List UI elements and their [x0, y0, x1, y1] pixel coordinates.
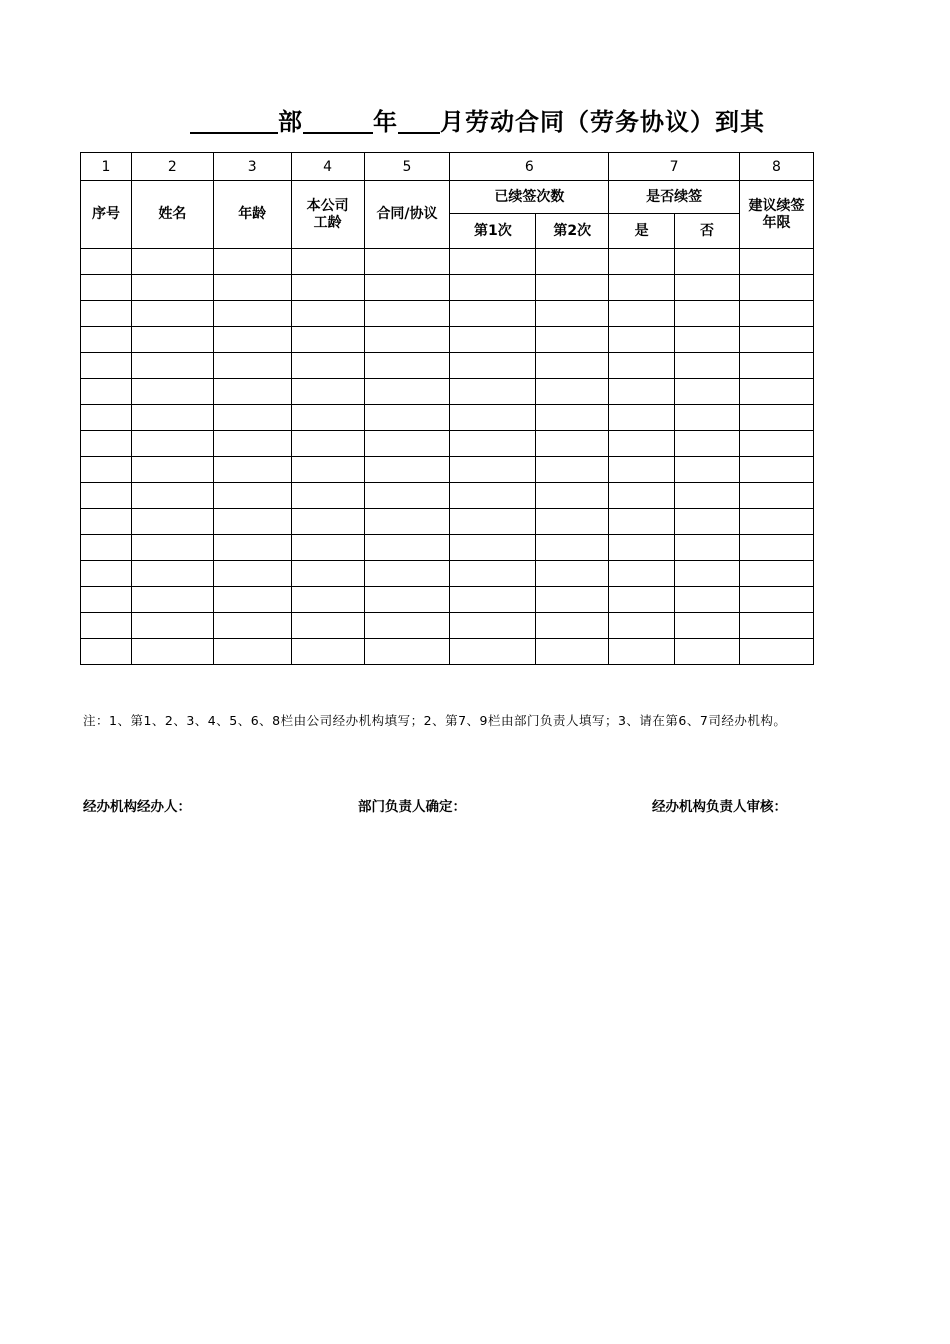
table-cell[interactable] — [450, 535, 536, 561]
table-cell[interactable] — [213, 639, 291, 665]
table-cell[interactable] — [675, 275, 740, 301]
table-cell[interactable] — [131, 483, 213, 509]
table-cell[interactable] — [131, 301, 213, 327]
table-cell[interactable] — [131, 639, 213, 665]
table-cell[interactable] — [739, 613, 813, 639]
header-suggested-term — [739, 181, 813, 249]
header-contract: 合同/协议 — [364, 181, 450, 249]
header-first-renewal: 第1次 — [450, 214, 536, 249]
signature-handler: 经办机构经办人： — [83, 799, 191, 815]
title-part-department: 部 — [278, 108, 303, 136]
table-cell[interactable] — [213, 249, 291, 275]
table-cell[interactable] — [609, 379, 675, 405]
table-row — [81, 509, 814, 535]
header-suggested-term-text: 建议续签年限 — [748, 197, 805, 231]
header-company-seniority-text: 本公司工龄 — [306, 197, 349, 231]
table-cell[interactable] — [675, 613, 740, 639]
table-cell[interactable] — [739, 275, 813, 301]
table-cell[interactable] — [609, 431, 675, 457]
contract-expiry-table — [80, 152, 814, 665]
table-cell[interactable] — [81, 613, 132, 639]
table-cell[interactable] — [131, 457, 213, 483]
table-cell[interactable] — [291, 327, 364, 353]
table-cell[interactable] — [450, 301, 536, 327]
table-row — [81, 613, 814, 639]
table-cell[interactable] — [364, 535, 450, 561]
table-cell[interactable] — [291, 379, 364, 405]
table-cell[interactable] — [213, 457, 291, 483]
header-no: 否 — [675, 214, 740, 249]
table-cell[interactable] — [364, 639, 450, 665]
table-cell[interactable] — [291, 639, 364, 665]
table-cell[interactable] — [131, 405, 213, 431]
table-cell[interactable] — [131, 249, 213, 275]
table-cell[interactable] — [364, 561, 450, 587]
table-cell[interactable] — [739, 457, 813, 483]
header-renewed-times: 已续签次数 — [450, 181, 609, 214]
table-cell[interactable] — [450, 327, 536, 353]
table-cell[interactable] — [291, 405, 364, 431]
table-cell[interactable] — [81, 249, 132, 275]
table-cell[interactable] — [536, 431, 609, 457]
table-cell[interactable] — [536, 561, 609, 587]
table-cell[interactable] — [131, 327, 213, 353]
table-cell[interactable] — [450, 509, 536, 535]
table-cell[interactable] — [364, 613, 450, 639]
table-row — [81, 639, 814, 665]
header-seq: 序号 — [81, 181, 132, 249]
table-cell[interactable] — [213, 327, 291, 353]
table-cell[interactable] — [213, 379, 291, 405]
table-cell[interactable] — [131, 353, 213, 379]
table-cell[interactable] — [291, 457, 364, 483]
table-cell[interactable] — [609, 275, 675, 301]
table-cell[interactable] — [291, 613, 364, 639]
table-cell[interactable] — [131, 275, 213, 301]
table-cell[interactable] — [364, 353, 450, 379]
table-row — [81, 353, 814, 379]
table-cell[interactable] — [450, 483, 536, 509]
table-cell[interactable] — [739, 535, 813, 561]
table-cell[interactable] — [536, 327, 609, 353]
table-cell[interactable] — [291, 483, 364, 509]
header-row-1 — [81, 181, 814, 214]
table-cell[interactable] — [291, 535, 364, 561]
table-cell[interactable] — [739, 405, 813, 431]
table-cell[interactable] — [450, 249, 536, 275]
table-cell[interactable] — [675, 535, 740, 561]
table-cell[interactable] — [213, 275, 291, 301]
table-cell[interactable] — [291, 353, 364, 379]
table-cell[interactable] — [81, 379, 132, 405]
table-body — [81, 249, 814, 665]
table-cell[interactable] — [213, 509, 291, 535]
table-cell[interactable] — [213, 431, 291, 457]
table-cell[interactable] — [675, 639, 740, 665]
table-cell[interactable] — [364, 457, 450, 483]
column-number: 3 — [213, 153, 291, 181]
table-cell[interactable] — [675, 457, 740, 483]
table-row — [81, 561, 814, 587]
table-cell[interactable] — [536, 613, 609, 639]
table-row — [81, 405, 814, 431]
table-cell[interactable] — [213, 561, 291, 587]
table-cell[interactable] — [675, 249, 740, 275]
table-cell[interactable] — [213, 535, 291, 561]
table-cell[interactable] — [536, 509, 609, 535]
table-cell[interactable] — [131, 431, 213, 457]
table-cell[interactable] — [81, 275, 132, 301]
table-row — [81, 301, 814, 327]
table-cell[interactable] — [213, 353, 291, 379]
table-cell[interactable] — [81, 353, 132, 379]
table-cell[interactable] — [131, 587, 213, 613]
table-cell[interactable] — [131, 379, 213, 405]
year-blank[interactable] — [303, 104, 373, 134]
table-cell[interactable] — [291, 561, 364, 587]
table-cell[interactable] — [739, 249, 813, 275]
header-age: 年龄 — [213, 181, 291, 249]
table-cell[interactable] — [675, 431, 740, 457]
table-cell[interactable] — [536, 353, 609, 379]
header-second-renewal: 第2次 — [536, 214, 609, 249]
table-cell[interactable] — [450, 457, 536, 483]
table-cell[interactable] — [609, 327, 675, 353]
table-cell[interactable] — [213, 613, 291, 639]
table-cell[interactable] — [609, 509, 675, 535]
table-cell[interactable] — [81, 587, 132, 613]
column-number: 1 — [81, 153, 132, 181]
table-row — [81, 457, 814, 483]
column-number: 6 — [450, 153, 609, 181]
table-cell[interactable] — [291, 509, 364, 535]
table-cell[interactable] — [81, 509, 132, 535]
table-cell[interactable] — [739, 327, 813, 353]
table-cell[interactable] — [364, 509, 450, 535]
signature-reviewer: 经办机构负责人审核： — [652, 799, 787, 815]
table-cell[interactable] — [739, 353, 813, 379]
column-number: 8 — [739, 153, 813, 181]
table-cell[interactable] — [364, 483, 450, 509]
table-cell[interactable] — [450, 587, 536, 613]
note-text: 注：1、第1、2、3、4、5、6、8栏由公司经办机构填写；2、第7、9栏由部门负责人填写；3、请在第6、7司经办机构。 — [83, 713, 787, 728]
header-company-seniority — [291, 181, 364, 249]
table-cell[interactable] — [675, 587, 740, 613]
table-cell[interactable] — [536, 405, 609, 431]
table-cell[interactable] — [536, 535, 609, 561]
table-cell[interactable] — [450, 353, 536, 379]
column-number: 5 — [364, 153, 450, 181]
table-row — [81, 483, 814, 509]
table-cell[interactable] — [609, 613, 675, 639]
table-cell[interactable] — [364, 379, 450, 405]
table-cell[interactable] — [609, 587, 675, 613]
table-cell[interactable] — [739, 379, 813, 405]
table-cell[interactable] — [81, 483, 132, 509]
table-cell[interactable] — [364, 405, 450, 431]
table-cell[interactable] — [536, 639, 609, 665]
table-cell[interactable] — [291, 301, 364, 327]
form-title — [190, 104, 765, 140]
table-cell[interactable] — [675, 509, 740, 535]
table-row — [81, 535, 814, 561]
table-cell[interactable] — [609, 535, 675, 561]
table-cell[interactable] — [364, 431, 450, 457]
table-cell[interactable] — [81, 561, 132, 587]
table-cell[interactable] — [609, 353, 675, 379]
column-number: 4 — [291, 153, 364, 181]
header-whether-renew: 是否续签 — [609, 181, 740, 214]
table-cell[interactable] — [739, 639, 813, 665]
table-cell[interactable] — [131, 509, 213, 535]
header-name: 姓名 — [131, 181, 213, 249]
table-cell[interactable] — [675, 561, 740, 587]
table-cell[interactable] — [609, 483, 675, 509]
month-blank[interactable] — [398, 104, 440, 134]
table-cell[interactable] — [450, 561, 536, 587]
table-cell[interactable] — [450, 275, 536, 301]
table-cell[interactable] — [81, 405, 132, 431]
table-cell[interactable] — [675, 483, 740, 509]
table-cell[interactable] — [213, 587, 291, 613]
table-cell[interactable] — [739, 483, 813, 509]
table-row — [81, 327, 814, 353]
table-cell[interactable] — [739, 431, 813, 457]
table-cell[interactable] — [609, 639, 675, 665]
table-row — [81, 249, 814, 275]
column-number: 2 — [131, 153, 213, 181]
table-cell[interactable] — [536, 249, 609, 275]
table-cell[interactable] — [739, 301, 813, 327]
table-cell[interactable] — [536, 587, 609, 613]
table-cell[interactable] — [609, 301, 675, 327]
table-cell[interactable] — [291, 275, 364, 301]
table-cell[interactable] — [609, 405, 675, 431]
table-cell[interactable] — [291, 587, 364, 613]
title-part-main: 月劳动合同（劳务协议）到其 — [440, 108, 765, 136]
table-cell[interactable] — [364, 275, 450, 301]
column-number: 7 — [609, 153, 740, 181]
table-cell[interactable] — [609, 561, 675, 587]
signature-dept-head: 部门负责人确定： — [358, 799, 466, 815]
table-cell[interactable] — [364, 327, 450, 353]
table-row — [81, 275, 814, 301]
table-cell[interactable] — [81, 431, 132, 457]
table-cell[interactable] — [131, 613, 213, 639]
table-cell[interactable] — [213, 301, 291, 327]
table-cell[interactable] — [450, 405, 536, 431]
table-row — [81, 587, 814, 613]
table-row — [81, 431, 814, 457]
table-cell[interactable] — [739, 509, 813, 535]
table-cell[interactable] — [131, 535, 213, 561]
table-cell[interactable] — [81, 301, 132, 327]
table-cell[interactable] — [450, 379, 536, 405]
table-cell[interactable] — [536, 457, 609, 483]
title-part-year: 年 — [373, 108, 398, 136]
table-cell[interactable] — [536, 379, 609, 405]
table-cell[interactable] — [364, 301, 450, 327]
table-cell[interactable] — [291, 249, 364, 275]
table-cell[interactable] — [450, 639, 536, 665]
table-cell[interactable] — [81, 639, 132, 665]
table-cell[interactable] — [536, 275, 609, 301]
table-cell[interactable] — [675, 301, 740, 327]
table-cell[interactable] — [81, 457, 132, 483]
table-cell[interactable] — [609, 249, 675, 275]
table-cell[interactable] — [675, 379, 740, 405]
table-row — [81, 379, 814, 405]
table-cell[interactable] — [131, 561, 213, 587]
table-cell[interactable] — [450, 613, 536, 639]
table-cell[interactable] — [675, 405, 740, 431]
table-cell[interactable] — [536, 301, 609, 327]
table-cell[interactable] — [364, 249, 450, 275]
table-cell[interactable] — [213, 405, 291, 431]
column-number-row — [81, 153, 814, 181]
table-cell[interactable] — [81, 327, 132, 353]
table-cell[interactable] — [739, 587, 813, 613]
table-cell[interactable] — [675, 353, 740, 379]
table-cell[interactable] — [364, 587, 450, 613]
department-blank[interactable] — [190, 104, 278, 134]
table-cell[interactable] — [291, 431, 364, 457]
table-cell[interactable] — [609, 457, 675, 483]
table-cell[interactable] — [81, 535, 132, 561]
table-cell[interactable] — [536, 483, 609, 509]
table-cell[interactable] — [213, 483, 291, 509]
table-cell[interactable] — [450, 431, 536, 457]
table-cell[interactable] — [739, 561, 813, 587]
table-cell[interactable] — [675, 327, 740, 353]
header-yes: 是 — [609, 214, 675, 249]
